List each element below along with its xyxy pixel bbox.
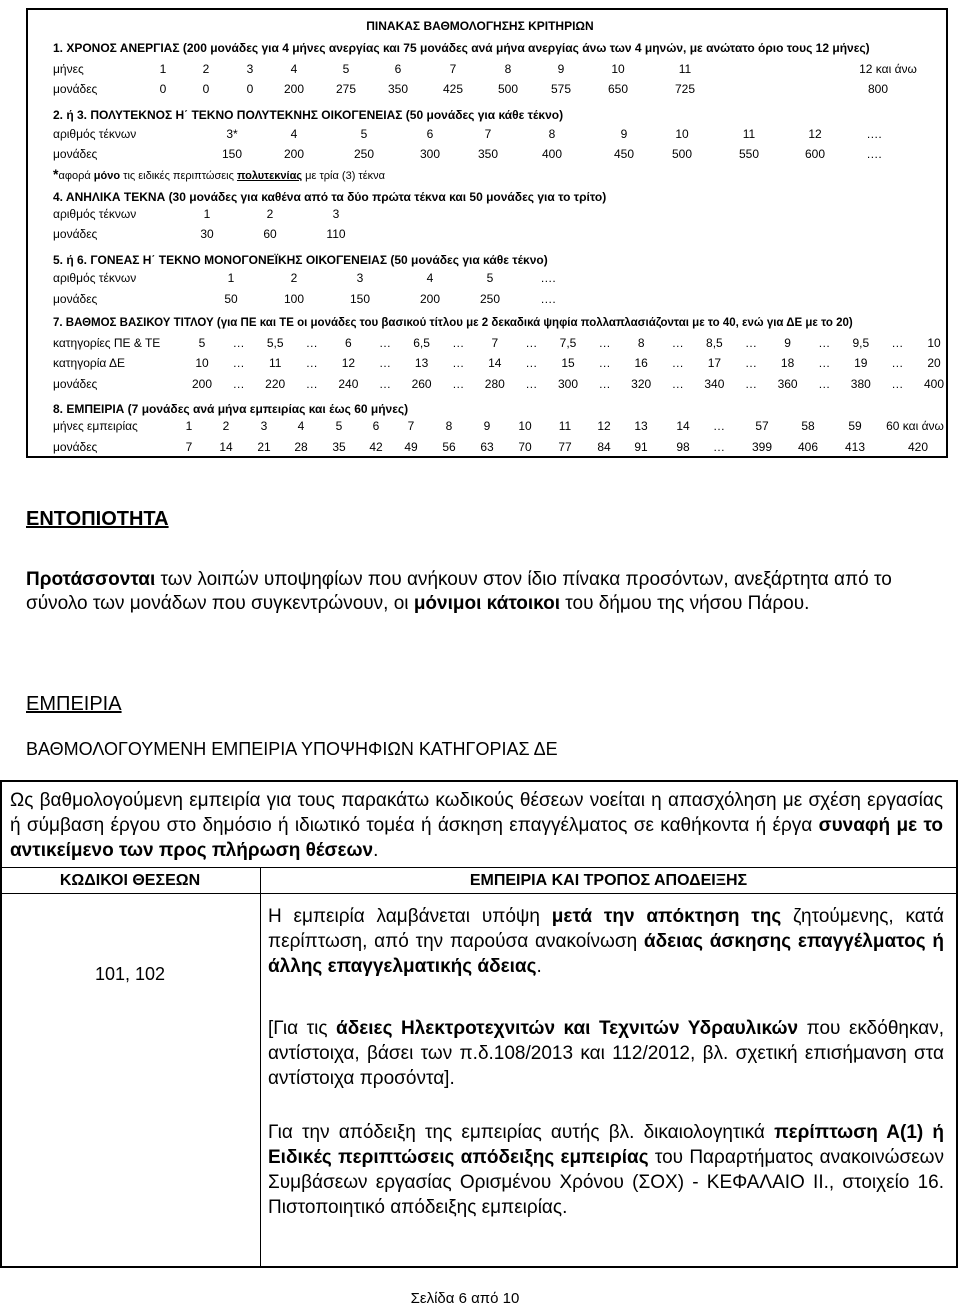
s4-points-cell: 110 <box>326 227 346 241</box>
s7-pe-cell: … <box>671 336 684 350</box>
s7-de-cell: … <box>452 356 465 370</box>
s8-points-cell: 49 <box>404 440 418 454</box>
s8-months-label: μήνες εμπειρίας <box>53 419 138 433</box>
s2-children-cell: 4 <box>290 127 298 141</box>
s2-children-cell: 11 <box>742 127 756 141</box>
s7-points-cell: 380 <box>850 377 871 391</box>
s1-points-cell: 575 <box>550 82 572 96</box>
s8-points-cell: 56 <box>442 440 456 454</box>
s7-pe-cell: 7,5 <box>559 336 577 350</box>
s1-month-cell: 3 <box>246 62 254 76</box>
s7-pe-label: κατηγορίες ΠΕ & ΤΕ <box>53 336 161 350</box>
s7-pe-cell: … <box>452 336 465 350</box>
s8-month-cell: 12 <box>597 419 611 433</box>
s7-pe-cell: … <box>305 336 318 350</box>
s1-points-cell: 350 <box>387 82 409 96</box>
s1-points-cell: 425 <box>442 82 464 96</box>
s5-heading: 5. ή 6. ΓΟΝΕΑΣ Η΄ ΤΕΚΝΟ ΜΟΝΟΓΟΝΕΪΚΗΣ ΟΙΚΟΓΕΝΕΙΑΣ (50 μονάδες για κάθε τέκνο) <box>53 253 548 267</box>
s2-points-cell: 250 <box>353 147 375 161</box>
s1-month-cell: 9 <box>557 62 565 76</box>
s1-heading: 1. ΧΡΟΝΟΣ ΑΝΕΡΓΙΑΣ (200 μονάδες για 4 μήνες ανεργίας και 75 μονάδες ανά μήνα ανεργίας άνω των 4 μηνών, με ανώτατο όριο τους 12 μήνες) <box>53 41 870 55</box>
s4-points-cell: 30 <box>200 227 214 241</box>
s5-children-cell: 3 <box>356 271 364 285</box>
s7-heading: 7. ΒΑΘΜΟΣ ΒΑΣΙΚΟΥ ΤΙΤΛΟΥ (για ΠΕ και ΤΕ οι μονάδες του βασικού τίτλου με 2 δεκαδικά ψηφία πολλαπλασιάζονται με το 40, ενώ για ΔΕ με το 20) <box>53 317 853 329</box>
s7-points-cell: … <box>379 377 391 391</box>
s2-children-cell: 9 <box>620 127 628 141</box>
s8-points-cell: 77 <box>558 440 572 454</box>
s7-pe-cell: 9 <box>784 336 791 350</box>
position-codes: 101, 102 <box>94 964 166 984</box>
s8-points-cell: 63 <box>480 440 494 454</box>
s1-month-cell: 2 <box>202 62 210 76</box>
s7-points-cell: … <box>598 377 611 391</box>
s8-points-cell: 91 <box>634 440 648 454</box>
s8-points-cell: 42 <box>369 440 383 454</box>
experience-paragraph-3: Για την απόδειξη της εμπειρίας αυτής βλ. δικαιολογητικά περίπτωση Α(1) ή Ειδικές περιπτώσεις απόδειξης εμπειρίας του Παραρτήματος ανακοινώσεων Συμβάσεων εργασίας Ορισμένου Χρόνου (ΣΟΧ) - ΚΕΦΑΛΑΙΟ ΙΙ., στοιχείο 16. Πιστοποιητικό απόδειξης εμπειρίας. <box>268 1122 945 1218</box>
s2-children-cell: 6 <box>426 127 434 141</box>
s7-de-cell: 16 <box>634 356 648 370</box>
s7-de-cell: 14 <box>488 356 502 370</box>
s8-month-cell: 8 <box>445 419 453 433</box>
s7-points-cell: 280 <box>484 377 505 391</box>
s2-heading: 2. ή 3. ΠΟΛΥΤΕΚΝΟΣ Η΄ ΤΕΚΝΟ ΠΟΛΥΤΕΚΝΗΣ ΟΙΚΟΓΕΝΕΙΑΣ (50 μονάδες για κάθε τέκνο) <box>53 108 564 122</box>
s8-points-cell: 98 <box>676 440 690 454</box>
s7-points-cell: 240 <box>338 377 359 391</box>
s2-points-label: μονάδες <box>53 147 98 161</box>
s7-points-cell: 260 <box>411 377 432 391</box>
s4-heading: 4. ΑΝΗΛΙΚΑ ΤΕΚΝΑ (30 μονάδες για καθένα από τα δύο πρώτα τέκνα και 50 μονάδες για το τρίτο) <box>53 190 607 204</box>
s7-de-cell: 17 <box>707 356 722 370</box>
s7-points-cell: … <box>232 377 245 391</box>
s8-month-cell: 59 <box>848 419 862 433</box>
s8-points-label: μονάδες <box>53 440 98 454</box>
s7-points-cell: 340 <box>704 377 725 391</box>
s7-pe-cell: 6 <box>345 336 352 350</box>
s5-children-cell: 4 <box>426 271 434 285</box>
page-footer: Σελίδα 6 από 10 <box>410 1290 520 1307</box>
s4-children-cell: 2 <box>266 207 274 221</box>
s1-month-cell: 11 <box>678 62 692 76</box>
s7-pe-cell: … <box>232 336 245 350</box>
s1-points-cell: 0 <box>246 82 254 96</box>
s8-points-cell: 413 <box>844 440 866 454</box>
s7-de-cell: 19 <box>854 356 868 370</box>
s1-month-cell: 12 και άνω <box>859 62 917 76</box>
s8-points-cell: 21 <box>257 440 271 454</box>
s8-month-cell: 60 και άνω <box>886 419 944 433</box>
s7-points-cell: … <box>671 377 684 391</box>
s8-points-cell: 7 <box>185 440 193 454</box>
s7-points-cell: … <box>452 377 465 391</box>
s8-month-cell: 13 <box>634 419 648 433</box>
s7-points-cell: 400 <box>923 377 945 391</box>
s7-de-cell: 12 <box>341 356 356 370</box>
s1-points-cell: 500 <box>497 82 519 96</box>
s2-children-cell: …. <box>866 127 882 141</box>
s7-pe-cell: … <box>745 336 757 350</box>
s8-month-cell: 3 <box>260 419 268 433</box>
s8-points-cell: 70 <box>518 440 532 454</box>
s8-points-cell: 399 <box>751 440 773 454</box>
s7-de-cell: … <box>891 356 904 370</box>
s1-month-cell: 6 <box>394 62 402 76</box>
s7-points-cell: 220 <box>265 377 286 391</box>
s1-month-cell: 7 <box>449 62 457 76</box>
s4-children-label: αριθμός τέκνων <box>53 207 137 221</box>
experience-subheading: ΒΑΘΜΟΛΟΓΟΥΜΕΝΗ ΕΜΠΕΙΡΙΑ ΥΠΟΨΗΦΙΩΝ ΚΑΤΗΓΟΡΙΑΣ ΔΕ <box>26 739 558 759</box>
experience-table <box>0 780 958 1268</box>
s1-month-cell: 8 <box>504 62 512 76</box>
s4-points-label: μονάδες <box>53 227 98 241</box>
s7-pe-cell: 5,5 <box>266 336 284 350</box>
s7-de-cell: … <box>232 356 245 370</box>
s7-points-cell: 320 <box>631 377 652 391</box>
s2-points-cell: …. <box>866 147 882 161</box>
s1-month-cell: 4 <box>290 62 298 76</box>
s7-points-cell: 200 <box>191 377 213 391</box>
s1-points-cell: 0 <box>159 82 167 96</box>
s2-points-cell: 150 <box>221 147 243 161</box>
s1-points-label: μονάδες <box>53 82 98 96</box>
s7-points-cell: … <box>891 377 904 391</box>
s2-points-cell: 350 <box>477 147 499 161</box>
s7-pe-cell: … <box>891 336 904 350</box>
experience-intro: Ως βαθμολογούμενη εμπειρία για τους παρακάτω κωδικούς θέσεων νοείται η απασχόληση με σχέση εργασίας ή σύμβαση έργου στο δημόσιο ή ιδιωτικό τομέα ή άσκηση επαγγέλματος σε καθήκοντα ή έργα συναφή με το αντικείμενο των προς πλήρωση θέσεων. <box>10 790 943 861</box>
s5-points-cell: 150 <box>349 292 371 306</box>
scoring-table-title: ΠΙΝΑΚΑΣ ΒΑΘΜΟΛΟΓΗΣΗΣ ΚΡΙΤΗΡΙΩΝ <box>366 19 594 33</box>
s8-points-cell: 84 <box>597 440 611 454</box>
s2-children-cell: 5 <box>360 127 368 141</box>
s8-points-cell: 406 <box>797 440 819 454</box>
s7-points-cell: 300 <box>557 377 579 391</box>
s7-de-cell: … <box>598 356 611 370</box>
s4-children-cell: 1 <box>203 207 211 221</box>
s8-month-cell: … <box>713 419 725 433</box>
s8-heading: 8. ΕΜΠΕΙΡΙΑ (7 μονάδες ανά μήνα εμπειρίας και έως 60 μήνες) <box>53 402 409 416</box>
s2-children-cell: 8 <box>548 127 556 141</box>
experience-paragraph-2: [Για τις άδειες Ηλεκτροτεχνιτών και Τεχνιτών Υδραυλικών που εκδόθηκαν, αντίστοιχα, βάσει των π.δ.108/2013 και 112/2012, βλ. σχετική επισήμανση στα αντίστοιχα προσόντα]. <box>268 1018 944 1089</box>
s7-de-cell: … <box>305 356 318 370</box>
s8-month-cell: 57 <box>755 419 769 433</box>
locality-heading: ΕΝΤΟΠΙΟΤΗΤΑ <box>26 508 169 530</box>
s8-month-cell: 4 <box>297 419 305 433</box>
s7-de-cell: 11 <box>268 356 282 370</box>
s7-pe-cell: 5 <box>198 336 206 350</box>
s1-month-cell: 5 <box>342 62 350 76</box>
s1-points-cell: 200 <box>283 82 305 96</box>
s2-children-cell: 7 <box>484 127 492 141</box>
s8-month-cell: 10 <box>518 419 532 433</box>
s8-points-cell: 28 <box>294 440 308 454</box>
s1-points-cell: 650 <box>607 82 629 96</box>
s5-children-cell: 5 <box>486 271 494 285</box>
s5-children-cell: 2 <box>290 271 298 285</box>
column-header-experience: ΕΜΠΕΙΡΙΑ ΚΑΙ ΤΡΟΠΟΣ ΑΠΟΔΕΙΞΗΣ <box>469 872 748 889</box>
s5-points-label: μονάδες <box>53 292 98 306</box>
experience-heading: ΕΜΠΕΙΡΙΑ <box>26 693 122 715</box>
s7-points-cell: … <box>525 377 538 391</box>
s7-de-cell: … <box>525 356 538 370</box>
s8-month-cell: 5 <box>335 419 343 433</box>
s7-pe-cell: … <box>818 336 831 350</box>
s8-month-cell: 1 <box>185 419 193 433</box>
s7-pe-cell: 9,5 <box>852 336 870 350</box>
s1-points-cell: 275 <box>335 82 357 96</box>
s5-children-cell: …. <box>540 271 556 285</box>
s2-points-cell: 300 <box>419 147 441 161</box>
s2-points-cell: 450 <box>613 147 635 161</box>
s2-points-cell: 500 <box>671 147 693 161</box>
s8-points-cell: 35 <box>332 440 346 454</box>
s7-pe-cell: 8 <box>637 336 645 350</box>
s7-pe-cell: … <box>598 336 611 350</box>
s2-points-cell: 550 <box>738 147 760 161</box>
s7-pe-cell: 10 <box>927 336 941 350</box>
s2-children-cell: 12 <box>808 127 822 141</box>
s5-points-cell: 250 <box>479 292 501 306</box>
s8-month-cell: 9 <box>483 419 491 433</box>
s1-points-cell: 725 <box>674 82 696 96</box>
s8-points-cell: … <box>713 440 725 454</box>
s5-points-cell: 200 <box>419 292 441 306</box>
column-header-codes: ΚΩΔΙΚΟΙ ΘΕΣΕΩΝ <box>59 872 201 889</box>
s8-month-cell: 58 <box>801 419 815 433</box>
s5-points-cell: …. <box>540 292 556 306</box>
s2-children-label: αριθμός τέκνων <box>53 127 137 141</box>
s7-de-cell: 20 <box>927 356 941 370</box>
s7-points-cell: … <box>305 377 318 391</box>
s8-month-cell: 14 <box>676 419 690 433</box>
s2-children-cell: 10 <box>675 127 689 141</box>
s7-pe-cell: 6,5 <box>413 336 430 350</box>
s7-de-label: κατηγορία ΔΕ <box>53 356 125 370</box>
s1-points-cell: 0 <box>202 82 210 96</box>
s8-points-cell: 420 <box>907 440 929 454</box>
s5-children-cell: 1 <box>227 271 235 285</box>
s8-month-cell: 7 <box>407 419 415 433</box>
s5-points-cell: 100 <box>283 292 305 306</box>
s1-month-cell: 10 <box>611 62 625 76</box>
s4-points-cell: 60 <box>263 227 277 241</box>
s4-children-cell: 3 <box>332 207 340 221</box>
s7-de-cell: … <box>671 356 684 370</box>
s7-de-cell: 13 <box>414 356 429 370</box>
s7-de-cell: … <box>745 356 757 370</box>
s7-de-cell: 15 <box>561 356 575 370</box>
s7-de-cell: … <box>818 356 831 370</box>
s1-month-cell: 1 <box>159 62 167 76</box>
s7-points-cell: … <box>745 377 757 391</box>
s2-points-cell: 400 <box>541 147 563 161</box>
s7-points-cell: 360 <box>777 377 798 391</box>
s8-month-cell: 6 <box>372 419 380 433</box>
s7-de-cell: … <box>379 356 391 370</box>
s5-children-label: αριθμός τέκνων <box>53 271 137 285</box>
s7-de-cell: 10 <box>195 356 209 370</box>
s7-points-cell: … <box>818 377 831 391</box>
s2-points-cell: 200 <box>283 147 305 161</box>
s2-note: *αφορά μόνο τις ειδικές περιπτώσεις πολυτεκνίας με τρία (3) τέκνα <box>53 166 386 182</box>
s2-children-cell: 3* <box>226 127 238 141</box>
s7-pe-cell: … <box>525 336 538 350</box>
s7-pe-cell: 8,5 <box>706 336 723 350</box>
locality-paragraph: Προτάσσονται των λοιπών υποψηφίων που ανήκουν στον ίδιο πίνακα προσόντων, ανεξάρτητα από το σύνολο των μονάδων που συγκεντρώνουν, οι μόνιμοι κάτοικοι του δήμου της νήσου Πάρου. <box>26 569 892 614</box>
s1-points-cell: 800 <box>867 82 889 96</box>
s8-points-cell: 14 <box>219 440 233 454</box>
s7-de-cell: 18 <box>780 356 795 370</box>
s1-months-label: μήνες <box>53 62 84 76</box>
s5-points-cell: 50 <box>224 292 238 306</box>
s7-pe-cell: 7 <box>491 336 499 350</box>
s8-month-cell: 11 <box>558 419 572 433</box>
experience-paragraph-1: Η εμπειρία λαμβάνεται υπόψη μετά την απόκτηση της ζητούμενης, κατά περίπτωση, από την παρούσα ανακοίνωση άδειας άσκησης επαγγέλματος ή άλλης επαγγελματικής άδειας. <box>268 906 944 977</box>
s2-points-cell: 600 <box>804 147 826 161</box>
s8-month-cell: 2 <box>222 419 230 433</box>
s7-points-label: μονάδες <box>53 377 98 391</box>
s7-pe-cell: … <box>379 336 391 350</box>
